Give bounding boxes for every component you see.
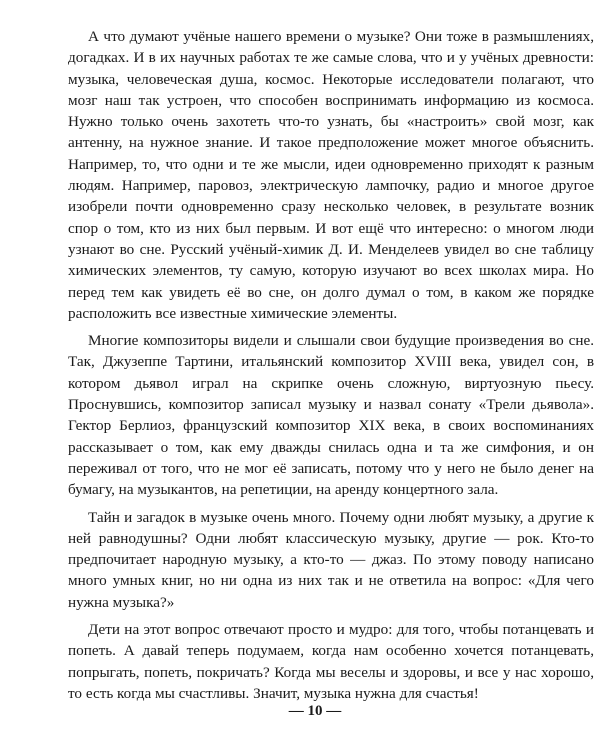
paragraph-composers-dreams: Многие композиторы видели и слышали свои будущие произведения во сне. Так, Джузеппе Тартини, итальянский композитор XVIII века, увидел сон, в котором дьявол играл на скрипке очень сложную, виртуозную пьесу. Проснувшись, композитор записал музыку и назвал сонату «Трели дьявола». Гектор Берлиоз, французский композитор XIX века, в своих воспоминаниях рассказывает о том, как ему дважды снилась одна и та же симфония, и он переживал от того, что не мог её записать, потому что у него не было денег на бумагу, на музыкантов, на репетиции, на аренду концертного зала. [68,332,594,499]
paragraph-scientists: А что думают учёные нашего времени о музыке? Они тоже в размышлениях, догадках. И в их научных работах те же самые слова, что и у учёных древности: музыка, человеческая душа, космос. Некоторые исследователи полагают, что мозг наш так устроен, что способен воспринимать информацию из космоса. Нужно только очень захотеть что-то узнать, бы «настроить» свой мозг, как антенну, на нужное знание. И такое предположение может многое объяснить. Например, то, что одни и те же мысли, идеи одновременно приходят к разным людям. Например, паровоз, электрическую лампочку, радио и многое другое изобрели почти одновременно сразу несколько человек, в результате возник спор о том, кто из них был первым. И вот ещё что интересно: о многом люди узнают во сне. Русский учёный-химик Д. И. Менделеев увидел во сне таблицу химических элементов, ту самую, которую изучают во всех школах мира. Но перед тем как увидеть её во сне, он долго думал о том, в каком же порядке расположить все известные химические элементы. [68,28,594,322]
page-body [68,26,594,710]
paragraph-children-answer: Дети на этот вопрос отвечают просто и мудро: для того, чтобы потанцевать и попеть. А давай теперь подумаем, когда нам особенно хочется потанцевать, попрыгать, попеть, покричать? Когда мы веселы и здоровы, и все у нас хорошо, то есть когда мы счастливы. Значит, музыка нужна для счастья! [68,621,594,702]
paragraph-mysteries: Тайн и загадок в музыке очень много. Почему одни любят музыку, а другие к ней равнодушны? Одни любят классическую музыку, другие — рок. Кто-то предпочитает народную музыку, а кто-то — джаз. По этому поводу написано много умных книг, но ни одна из них так и не ответила на вопрос: «Для чего нужна музыка?» [68,508,594,611]
page-number: — 10 — [288,703,342,719]
